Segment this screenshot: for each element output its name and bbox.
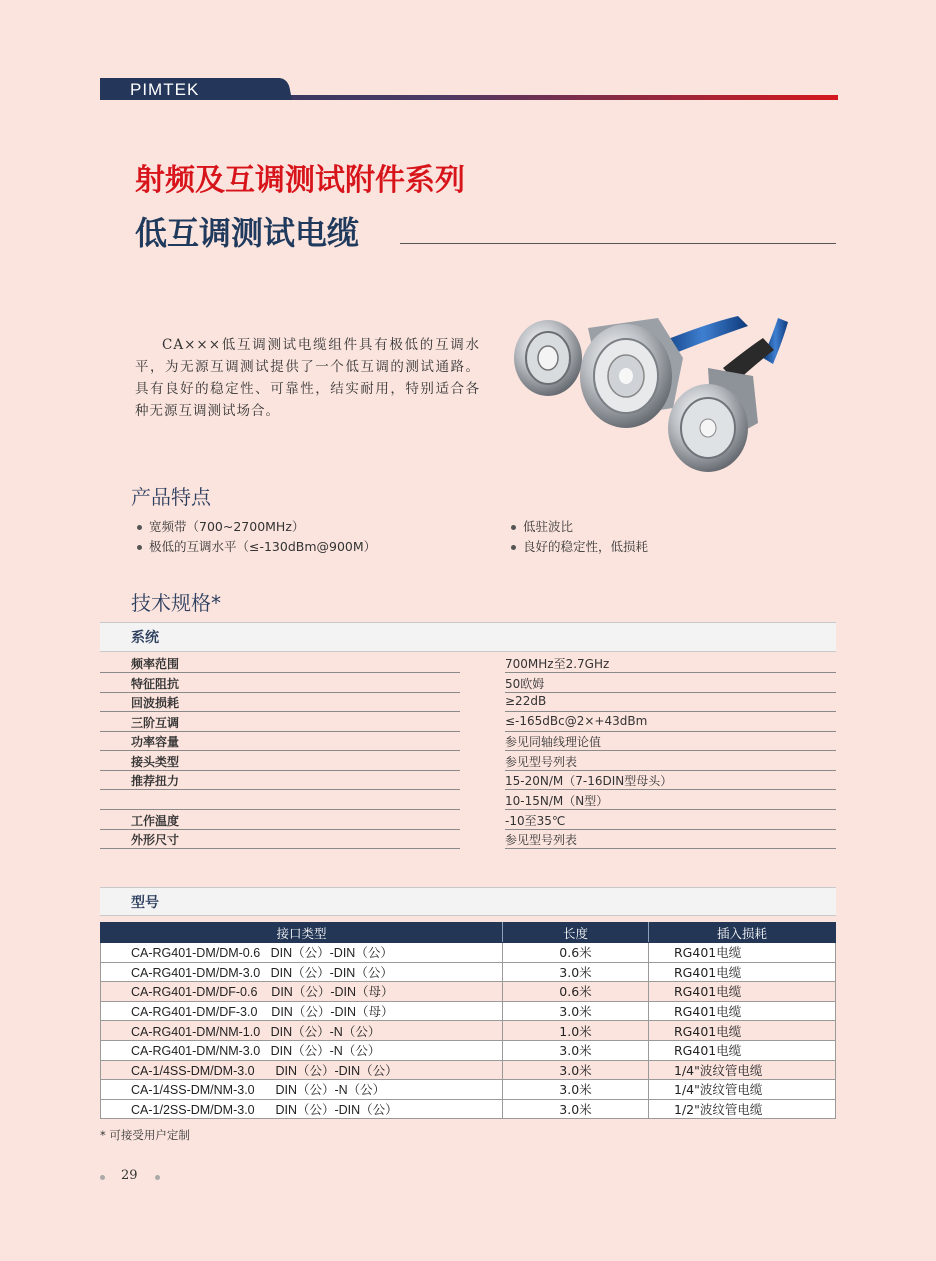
spec-key: 工作温度 xyxy=(131,814,180,828)
brand-logo-text: PIMTEK xyxy=(130,80,200,99)
cable-connectors-photo xyxy=(508,298,808,476)
length-cell: 3.0米 xyxy=(503,1099,649,1119)
table-row xyxy=(101,1040,836,1060)
model-section-header xyxy=(100,887,836,916)
spec-row xyxy=(100,731,836,750)
title-underline xyxy=(400,243,836,244)
length-cell: 3.0米 xyxy=(503,962,649,982)
model-type-cell: CA-RG401-DM/DF-3.0 DIN（公）-DIN（母） xyxy=(101,1001,503,1021)
model-section-label: 型号 xyxy=(131,895,159,911)
spec-row xyxy=(100,810,836,829)
spec-value: 参见型号列表 xyxy=(505,833,578,847)
spec-key: 特征阻抗 xyxy=(131,677,180,691)
feature-item xyxy=(137,537,376,555)
spec-key: 推荐扭力 xyxy=(131,774,180,788)
feature-item xyxy=(511,537,648,555)
model-type-cell: CA-RG401-DM/NM-1.0 DIN（公）-N（公） xyxy=(101,1021,503,1041)
spec-key: 接头类型 xyxy=(131,755,180,769)
bullet-icon xyxy=(511,545,516,550)
feature-text: 极低的互调水平（≤-130dBm@900M） xyxy=(149,539,377,554)
bullet-icon xyxy=(137,525,142,530)
feature-text: 低驻波比 xyxy=(523,519,574,534)
loss-cell: RG401电缆 xyxy=(649,962,836,982)
length-cell: 1.0米 xyxy=(503,1021,649,1041)
spec-row xyxy=(100,751,836,770)
loss-cell: RG401电缆 xyxy=(649,1021,836,1041)
model-type-cell: CA-1/4SS-DM/DM-3.0 DIN（公）-DIN（公） xyxy=(101,1060,503,1080)
spec-value: 10-15N/M（N型） xyxy=(505,794,609,808)
spec-row xyxy=(100,653,836,672)
loss-cell: 1/4"波纹管电缆 xyxy=(649,1060,836,1080)
system-section-label: 系统 xyxy=(131,630,159,646)
bullet-icon xyxy=(137,545,142,550)
spec-key: 回波损耗 xyxy=(131,696,180,710)
length-cell: 0.6米 xyxy=(503,943,649,963)
length-cell: 3.0米 xyxy=(503,1060,649,1080)
model-type-cell: CA-RG401-DM/NM-3.0 DIN（公）-N（公） xyxy=(101,1040,503,1060)
intro-paragraph: CA×××低互调测试电缆组件具有极低的互调水平，为无源互调测试提供了一个低互调的测试通路。具有良好的稳定性、可靠性，结实耐用，特别适合各种无源互调测试场合。 xyxy=(135,337,480,419)
table-row xyxy=(101,982,836,1002)
column-header-interface: 接口类型 xyxy=(101,923,503,943)
feature-item xyxy=(511,517,573,535)
spec-heading: 技术规格* xyxy=(131,591,221,615)
spec-key: 频率范围 xyxy=(131,657,180,671)
series-title: 射频及互调测试附件系列 xyxy=(135,163,465,198)
column-header-length: 长度 xyxy=(503,923,649,943)
model-type-cell: CA-RG401-DM/DF-0.6 DIN（公）-DIN（母） xyxy=(101,982,503,1002)
length-cell: 3.0米 xyxy=(503,1040,649,1060)
page-dot-right xyxy=(155,1175,160,1180)
product-title: 低互调测试电缆 xyxy=(135,214,360,252)
spec-value: 参见型号列表 xyxy=(505,755,578,769)
model-table-header-row xyxy=(101,923,836,943)
system-section-header xyxy=(100,622,836,652)
loss-cell: 1/2"波纹管电缆 xyxy=(649,1099,836,1119)
spec-value: ≥22dB xyxy=(505,694,547,708)
length-cell: 3.0米 xyxy=(503,1001,649,1021)
features-heading: 产品特点 xyxy=(131,485,211,509)
brand-header-bar xyxy=(100,78,838,102)
spec-row xyxy=(100,692,836,711)
table-row xyxy=(101,1001,836,1021)
spec-key: 功率容量 xyxy=(131,735,180,749)
table-row xyxy=(101,1021,836,1041)
page-number: 29 xyxy=(121,1168,138,1183)
table-row xyxy=(101,1060,836,1080)
spec-key: 三阶互调 xyxy=(131,716,180,730)
model-type-cell: CA-RG401-DM/DM-0.6 DIN（公）-DIN（公） xyxy=(101,943,503,963)
feature-item xyxy=(137,517,304,535)
table-row xyxy=(101,962,836,982)
spec-value: 15-20N/M（7-16DIN型母头） xyxy=(505,774,673,788)
model-type-cell: CA-RG401-DM/DM-3.0 DIN（公）-DIN（公） xyxy=(101,962,503,982)
loss-cell: 1/4"波纹管电缆 xyxy=(649,1080,836,1100)
spec-value: ≤-165dBc@2×+43dBm xyxy=(505,714,648,728)
footnote: * 可接受用户定制 xyxy=(100,1128,190,1142)
table-row xyxy=(101,1080,836,1100)
length-cell: 3.0米 xyxy=(503,1080,649,1100)
model-type-cell: CA-1/4SS-DM/NM-3.0 DIN（公）-N（公） xyxy=(101,1080,503,1100)
length-cell: 0.6米 xyxy=(503,982,649,1002)
loss-cell: RG401电缆 xyxy=(649,982,836,1002)
column-header-insertion-loss: 插入损耗 xyxy=(649,923,836,943)
spec-value: -10至35℃ xyxy=(505,814,566,828)
spec-row xyxy=(100,829,836,848)
loss-cell: RG401电缆 xyxy=(649,1001,836,1021)
spec-row xyxy=(100,673,836,692)
spec-key: 外形尺寸 xyxy=(131,833,180,847)
model-type-cell: CA-1/2SS-DM/DM-3.0 DIN（公）-DIN（公） xyxy=(101,1099,503,1119)
page-dot-left xyxy=(100,1175,105,1180)
table-row xyxy=(101,943,836,963)
spec-value: 参见同轴线理论值 xyxy=(505,735,602,749)
table-row xyxy=(101,1099,836,1119)
spec-row xyxy=(100,770,836,789)
spec-value: 50欧姆 xyxy=(505,677,545,691)
bullet-icon xyxy=(511,525,516,530)
loss-cell: RG401电缆 xyxy=(649,943,836,963)
spec-row xyxy=(100,712,836,731)
spec-row xyxy=(100,790,836,809)
spec-value: 700MHz至2.7GHz xyxy=(505,657,610,671)
feature-text: 良好的稳定性，低损耗 xyxy=(523,539,649,554)
model-table xyxy=(100,922,836,1119)
loss-cell: RG401电缆 xyxy=(649,1040,836,1060)
feature-text: 宽频带（700~2700MHz） xyxy=(149,519,305,534)
